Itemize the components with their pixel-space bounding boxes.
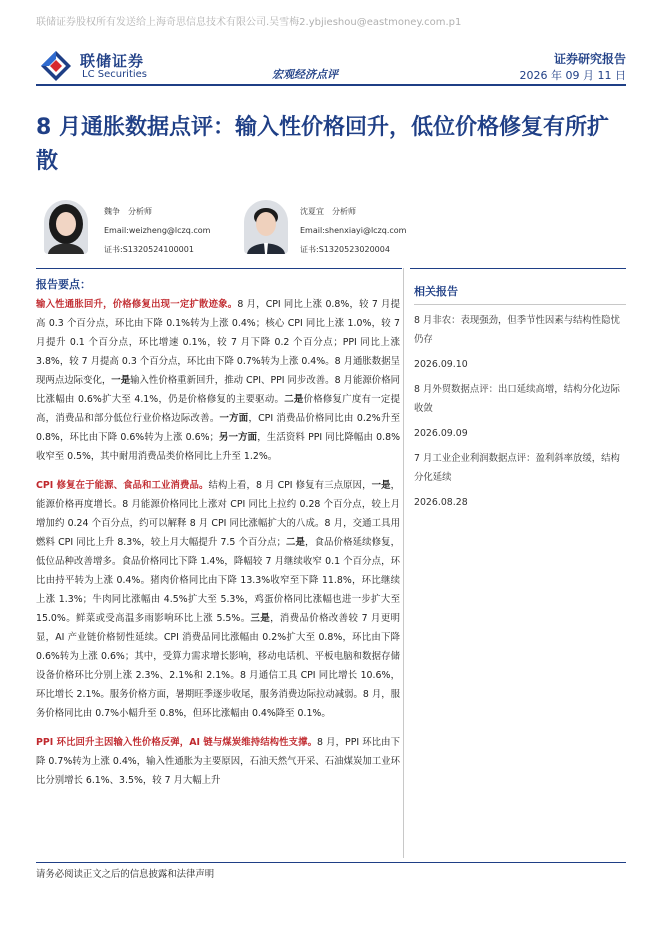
summary-paragraph [36, 733, 400, 790]
report-category: 宏观经济点评 [272, 68, 338, 81]
paragraph-emphasis: 一是 [111, 375, 131, 386]
report-title: 8 月通胀数据点评：输入性价格回升，低位价格修复有所扩散 [36, 115, 609, 174]
main-column-divider [36, 268, 402, 269]
watermark: 联储证券股权所有发送给上海奇思信息技术有限公司.吴雪梅2.ybjieshou@eastmoney.com.p1 [36, 17, 462, 28]
related-report-title[interactable]: 8 月非农：表现强劲，但季节性因素与结构性隐忧仍存 [414, 315, 620, 345]
paragraph-text: 价格修复广度有一定提高，消费品和部分低位行业价格边际改善。 [36, 394, 400, 424]
related-report-date: 2026.09.09 [414, 428, 468, 439]
analyst-info [104, 202, 210, 259]
summary-section [36, 276, 400, 800]
paragraph-text: ，能源价格再度增长。8 月能源价格同比上涨对 CPI 同比上拉约 0.28 个百分点，较上月增加约 0.24 个百分点，约可以解释 8 月 CPI 同比涨幅扩大的八成。8 月，交通工具用燃料 CPI 同比上升 8.3%，较上月大幅提升 7.5 个百分点； [36, 480, 400, 548]
paragraph-text: 结构上看，8 月 CPI 修复有三点原因， [208, 480, 372, 491]
report-type: 证券研究报告 [553, 52, 626, 66]
analyst-cert: 证书:S1320524100001 [104, 245, 194, 254]
analyst-name: 魏争 [104, 207, 120, 216]
analyst-email[interactable]: Email:shenxiayi@lczq.com [300, 226, 407, 235]
header-divider [36, 84, 626, 86]
analyst-email[interactable]: Email:weizheng@lczq.com [104, 226, 211, 235]
paragraph-text: ，CPI 消费品价格同比由 0.2%升至 0.8%，环比由下降 0.6%转为上涨 0.6%； [36, 413, 400, 443]
sidebar-divider [410, 268, 626, 269]
company-logo-icon [40, 50, 72, 82]
paragraph-text: 输入性价格重新回升，推动 CPI、PPI 同步改善。8 月能源价格同比涨幅由 0.6%扩大至 4.1%，仍是价格修复的主要驱动。 [36, 375, 400, 405]
paragraph-heading: PPI 环比回升主因输入性价格反弹，AI 链与煤炭维持结构性支撑。 [36, 737, 318, 748]
summary-paragraph [36, 476, 400, 723]
related-report-item[interactable] [414, 449, 626, 512]
related-report-item[interactable] [414, 380, 626, 443]
related-report-date: 2026.08.28 [414, 497, 468, 508]
related-report-item[interactable] [414, 311, 626, 374]
footer-divider [36, 862, 626, 863]
column-separator [403, 268, 404, 858]
paragraph-heading: 输入性通胀回升，价格修复出现一定扩散迹象。 [36, 299, 238, 310]
paragraph-text: ，食品价格延续修复，低位品种改善增多。食品价格同比下降 1.4%，降幅较 7 月继续收窄 0.1 个百分点，环比由持平转为上涨 0.4%。猪肉价格同比由下降 13.3%收窄至下降 11.8%，环比继续上涨 1.3%；牛肉同比涨幅由 4.5%扩大至 5.3%，鸡蛋价格同比涨幅也进一步扩大至 15.0%。鲜菜或受高温多雨影响环比上涨 5.5%。 [36, 537, 400, 624]
paragraph-emphasis: 二是 [284, 394, 304, 405]
paragraph-emphasis: 一是 [371, 480, 391, 491]
paragraph-text: ，生活资料 PPI 同比降幅由 0.8%收窄至 0.5%，其中耐用消费品类价格同比上升至 1.2%。 [36, 432, 400, 462]
analyst-cert: 证书:S1320523020004 [300, 245, 390, 254]
analyst-photo-avatar [244, 200, 288, 254]
logo-text-en: LC Securities [82, 69, 148, 80]
paragraph-emphasis: 二是 [285, 537, 306, 548]
summary-paragraph [36, 295, 400, 466]
related-report-date: 2026.09.10 [414, 359, 468, 370]
analyst-info [300, 202, 406, 259]
related-reports-title: 相关报告 [414, 283, 626, 305]
logo-text-cn: 联储证券 [80, 52, 145, 70]
summary-label: 报告要点： [36, 278, 91, 291]
analyst-photo-avatar [44, 200, 88, 254]
analyst-name: 沈夏宜 [300, 207, 324, 216]
report-date: 2026 年 09 月 11 日 [519, 69, 626, 82]
paragraph-text: 8 月，CPI 同比上涨 0.8%，较 7 月提高 0.3 个百分点，环比由下降 0.1%转为上涨 0.4%；核心 CPI 同比上涨 1.0%，较 7 月提升 0.1 个百分点，环比增速 0.1%，较 7 月下降 0.2 个百分点；PPI 同比上涨 3.8%，较 7 月提高 0.3 个百分点，环比由下降 0.7%转为上涨 0.4%。8 月通胀数据呈现两点边际变化， [36, 299, 400, 386]
footer-disclaimer: 请务必阅读正文之后的信息披露和法律声明 [36, 869, 215, 880]
related-report-title[interactable]: 8 月外贸数据点评：出口延续高增，结构分化边际收敛 [414, 384, 620, 414]
paragraph-text: ，消费品价格改善较 7 月更明显，AI 产业链价格韧性延续。CPI 消费品同比涨幅由 0.2%扩大至 0.8%，环比由下降 0.6%转为上涨 0.6%；其中，受算力需求增长影响，移动电话机、平板电脑和数据存储设备价格环比分别上涨 2.3%、2.1%和 2.1%。8 月通信工具 CPI 同比增长 10.6%，环比增长 2.1%。服务价格方面，暑期旺季逐步收尾，服务消费边际拉动减弱。8 月，服务价格同比由 0.7%小幅升至 0.8%，但环比涨幅由 0.4%降至 0.1%。 [36, 613, 400, 719]
paragraph-emphasis: 一方面 [219, 413, 249, 424]
paragraph-emphasis: 另一方面 [218, 432, 258, 443]
related-reports-sidebar [414, 283, 626, 516]
paragraph-text: 8 月，PPI 环比由下降 0.7%转为上涨 0.4%，输入性通胀为主要原因，石油天然气开采、石油煤炭加工业环比分别增长 6.1%、3.5%，较 7 月大幅上升 [36, 737, 400, 786]
paragraph-heading: CPI 修复在于能源、食品和工业消费品。 [36, 480, 209, 491]
related-report-title[interactable]: 7 月工业企业利润数据点评：盈利斜率放缓，结构分化延续 [414, 453, 620, 483]
analyst-role: 分析师 [332, 207, 356, 216]
paragraph-emphasis: 三是 [250, 613, 271, 624]
analyst-role: 分析师 [128, 207, 152, 216]
